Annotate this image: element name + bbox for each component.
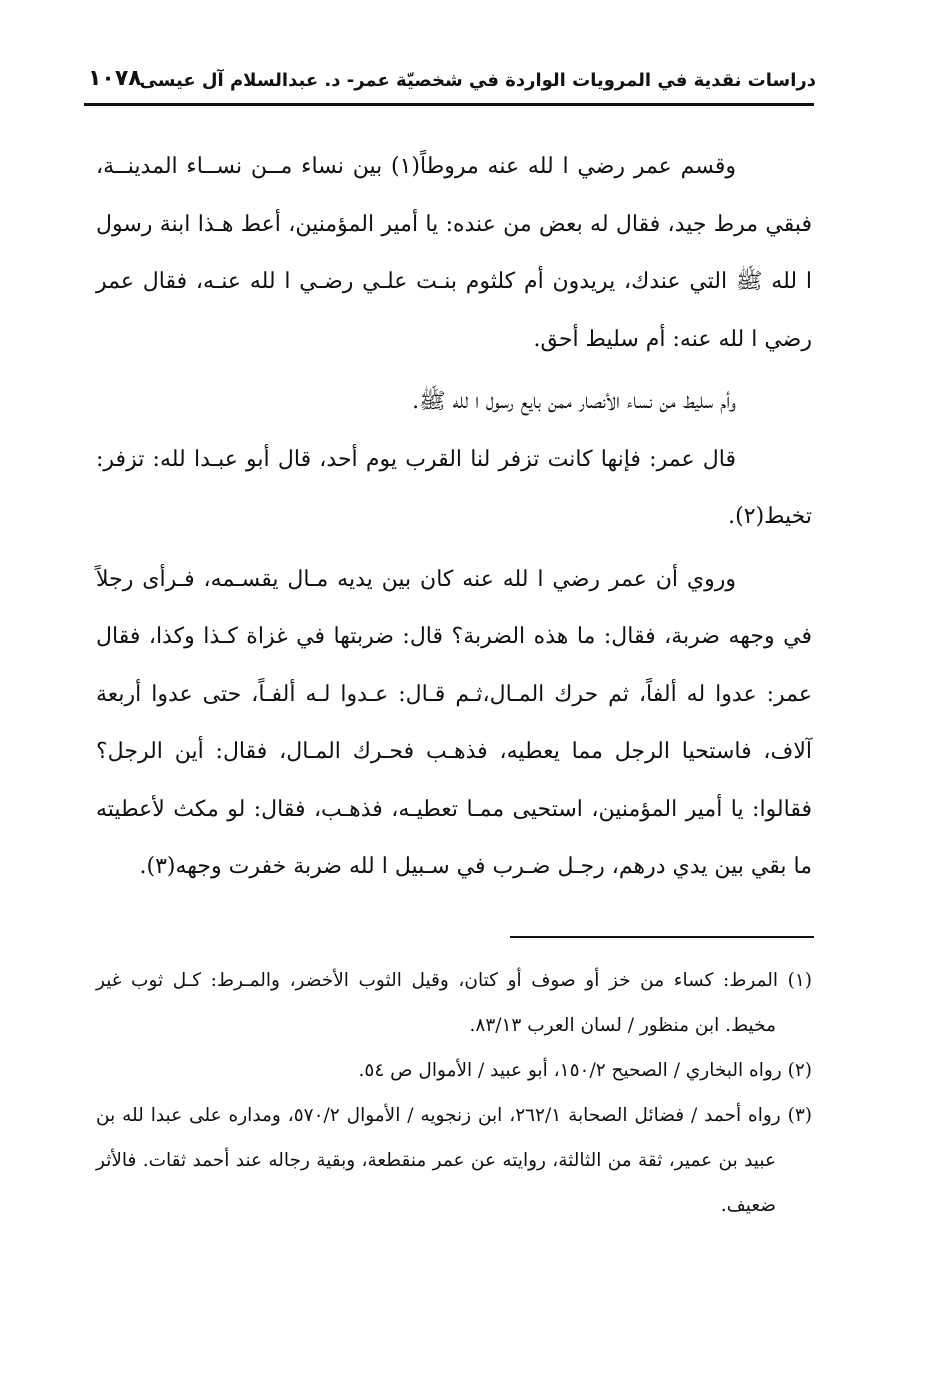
paragraph-1: وقسم عمر رضي ا لله عنه مروطاً(١) بين نساء مــن نســاء المدينــة، فبقي مرط جيد، فقال له بعض من عنده: يا أمير المؤمنين، أعط هـذا ابنة رسول ا لله ﷺ التي عندك، يريدون أم كلثوم بنـت علـي رضـي ا لله عنـه، فقال عمر رضي ا لله عنه: أم سليط أحق.: [96, 154, 812, 352]
page-number: ١٠٧٨: [88, 66, 142, 91]
footnotes: [96, 958, 812, 1228]
paragraph-4: وروي أن عمر رضي ا لله عنه كان بين يديه مـال يقسـمه، فـرأى رجلاً في وجهه ضربة، فقال: ما هذه الضربة؟ قال: ضربتها في غزاة كـذا وكذا، فقال عمر: عدوا له ألفاً، ثم حرك المـال،ثـم قـال: عـدوا لـه ألفـاً، حتى عدوا أربعة آلاف، فاستحيا الرجل مما يعطيه، فذهـب فحـرك المـال، فقال: أين الرجل؟ فقالوا: يا أمير المؤمنين، استحيى ممـا تعطيـه، فذهـب، فقال: لو مكث لأعطيته ما بقي بين يدي درهم، رجـل ضـرب في سـبيل ا لله ضربة خفرت وجهه(٣).: [96, 566, 812, 879]
paragraph-3: قال عمر: فإنها كانت تزفر لنا القرب يوم أحد، قال أبو عبـدا لله: تزفر: تخيط(٢).: [96, 446, 812, 529]
footnote-divider: [510, 936, 814, 938]
footnote-2: (٢) رواه البخاري / الصحيح ١٥٠/٢، أبو عبيد / الأموال ص ٥٤.: [358, 1060, 812, 1081]
header-divider: [84, 103, 814, 106]
footnote-3: (٣) رواه أحمد / فضائل الصحابة ٢٦٢/١، ابن زنجويه / الأموال ٥٧٠/٢، ومداره على عبدا لله بن عبيد بن عمير، ثقة من الثالثة، روايته عن عمر منقطعة، وبقية رجاله عند أحمد ثقات. فالأثر ضعيف.: [96, 1105, 812, 1216]
running-header: [88, 62, 816, 108]
footnote-1: (١) المرط: كساء من خز أو صوف أو كتان، وقيل الثوب الأخضر، والمـرط: كـل ثوب غير مخيط. ابن منظور / لسان العرب ٨٣/١٣.: [96, 970, 812, 1036]
paragraph-2: وأم سليط من نساء الأنصار ممن بايع رسول ا لله ﷺ.: [412, 389, 736, 414]
running-header-title: دراسات نقدية في المرويات الواردة في شخصيّة عمر- د. عبدالسلام آل عيسى: [139, 70, 816, 91]
main-text: [96, 138, 812, 896]
